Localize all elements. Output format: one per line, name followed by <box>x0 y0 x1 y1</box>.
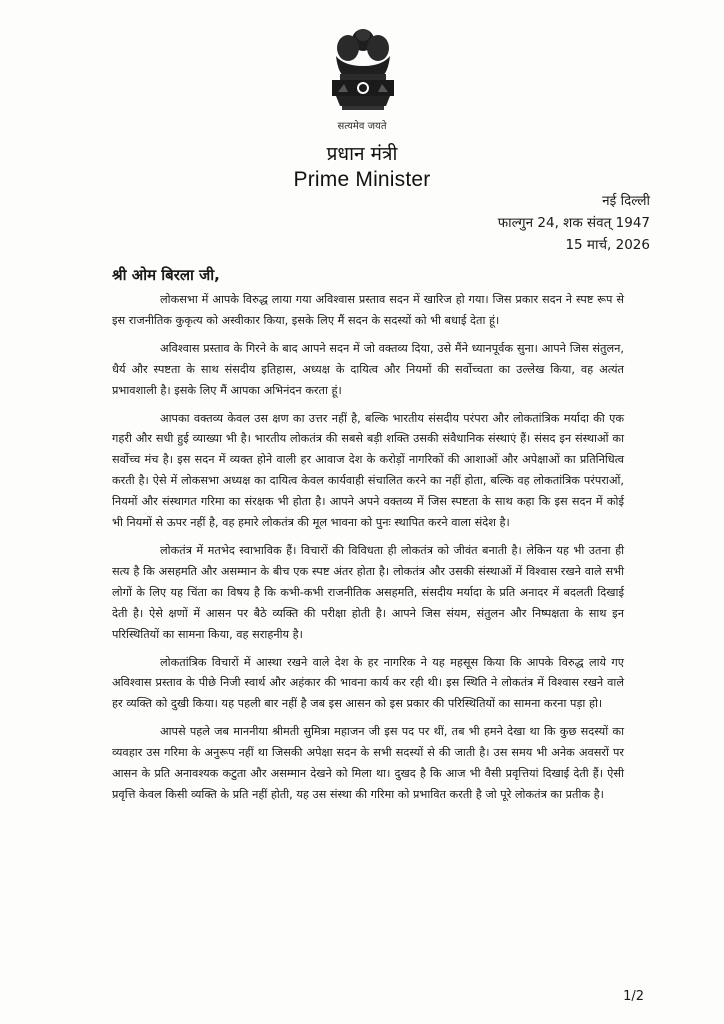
paragraph: लोकतंत्र में मतभेद स्वाभाविक हैं। विचारों की विविधता ही लोकतंत्र को जीवंत बनाती है। लेकिन यह भी उतना ही सत्य है कि असहमति और असम्मान के बीच एक स्पष्ट अंतर होता है। लोकतंत्र और उसकी संस्थाओं में विश्वास रखने वाले सभी लोगों के लिए यह चिंता का विषय है कि कभी-कभी राजनीतिक असहमति, संसदीय मर्यादा के प्रति अनादर में बदलती दिखाई देती है। ऐसे क्षणों में आसन पर बैठे व्यक्ति की परीक्षा होती है। आपने जिस संयम, संतुलन और निष्पक्षता के साथ इन परिस्थितियों का सामना किया, वह सराहनीय है। <box>112 543 624 641</box>
paragraph: लोकतांत्रिक विचारों में आस्था रखने वाले देश के हर नागरिक ने यह महसूस किया कि आपके विरुद्ध लाये गए अविश्वास प्रस्ताव के पीछे निजी स्वार्थ और अहंकार की भावना कार्य कर रही थी। इस स्थिति ने लोकतंत्र में विश्वास रखने वाले हर व्यक्ति को दुखी किया। यह पहली बार नहीं है जब इस आसन को इस प्रकार की परिस्थितियों का सामना करना पड़ा हो। <box>112 655 624 711</box>
letter-body <box>112 290 624 813</box>
paragraph: आपका वक्तव्य केवल उस क्षण का उत्तर नहीं है, बल्कि भारतीय संसदीय परंपरा और लोकतांत्रिक मर्यादा की एक गहरी और सधी हुई व्याख्या भी है। भारतीय लोकतंत्र की सबसे बड़ी शक्ति उसकी संवैधानिक संस्थाएं हैं। संसद इन संस्थाओं का सर्वोच्च मंच है। इस सदन में व्यक्त होने वाली हर आवाज देश के करोड़ों नागरिकों की आशाओं और अपेक्षाओं का प्रतिनिधित्व करती है। ऐसे में लोकसभा अध्यक्ष का दायित्व केवल कार्यवाही संचालित करने का नहीं होता, बल्कि वह लोकतांत्रिक परंपराओं, नियमों और संस्थागत गरिमा का संरक्षक भी होता है। आपने अपने वक्तव्य में जिस स्पष्टता के साथ कहा कि इस सदन में कोई भी नियमों से ऊपर नहीं है, वह हमारे लोकतंत्र की मूल भावना को पुनः स्थापित करने वाला संदेश है। <box>112 411 624 530</box>
paragraph: अविश्वास प्रस्ताव के गिरने के बाद आपने सदन में जो वक्तव्य दिया, उसे मैंने ध्यानपूर्वक सुना। आपने जिस संतुलन, धैर्य और स्पष्टता के साथ संसदीय इतिहास, अध्यक्ष के दायित्व और नियमों की सर्वोच्चता का उल्लेख किया, वह अत्यंत प्रभावशाली है। इसके लिए मैं आपका अभिनंदन करता हूं। <box>112 341 624 397</box>
date-block <box>498 190 650 256</box>
office-title-english: Prime Minister <box>293 168 431 191</box>
gregorian-date: 15 मार्च, 2026 <box>565 237 650 253</box>
paragraph: लोकसभा में आपके विरुद्ध लाया गया अविश्वास प्रस्ताव सदन में खारिज हो गया। जिस प्रकार सदन ने स्पष्ट रूप से इस राजनीतिक कुकृत्य को अस्वीकार किया, इसके लिए मैं सदन के सदस्यों को भी बधाई देता हूं। <box>112 293 624 327</box>
hindu-date: फाल्गुन 24, शक संवत् 1947 <box>497 215 650 231</box>
national-emblem-icon <box>326 26 400 120</box>
page-number: 1/2 <box>623 989 644 1004</box>
paragraph: आपसे पहले जब माननीया श्रीमती सुमित्रा महाजन जी इस पद पर थीं, तब भी हमने देखा था कि कुछ सदस्यों का व्यवहार उस गरिमा के अनुरूप नहीं था जिसकी अपेक्षा सदन के सभी सदस्यों से की जाती है। उस समय भी अनेक अवसरों पर आसन के प्रति अनावश्यक कटुता और असम्मान देखने को मिला था। दुखद है कि आज भी वैसी प्रवृत्तियां दिखाई देती हैं। ऐसी प्रवृत्ति केवल किसी व्यक्ति के प्रति नहीं होती, यह उस संस्था की गरिमा को प्रभावित करती है जो पूरे लोकतंत्र का प्रतीक है। <box>112 725 624 801</box>
salutation: श्री ओम बिरला जी, <box>112 266 220 284</box>
office-title-hindi: प्रधान मंत्री <box>326 143 398 165</box>
place: नई दिल्ली <box>602 193 650 209</box>
emblem-motto: सत्यमेव जयते <box>337 121 387 132</box>
